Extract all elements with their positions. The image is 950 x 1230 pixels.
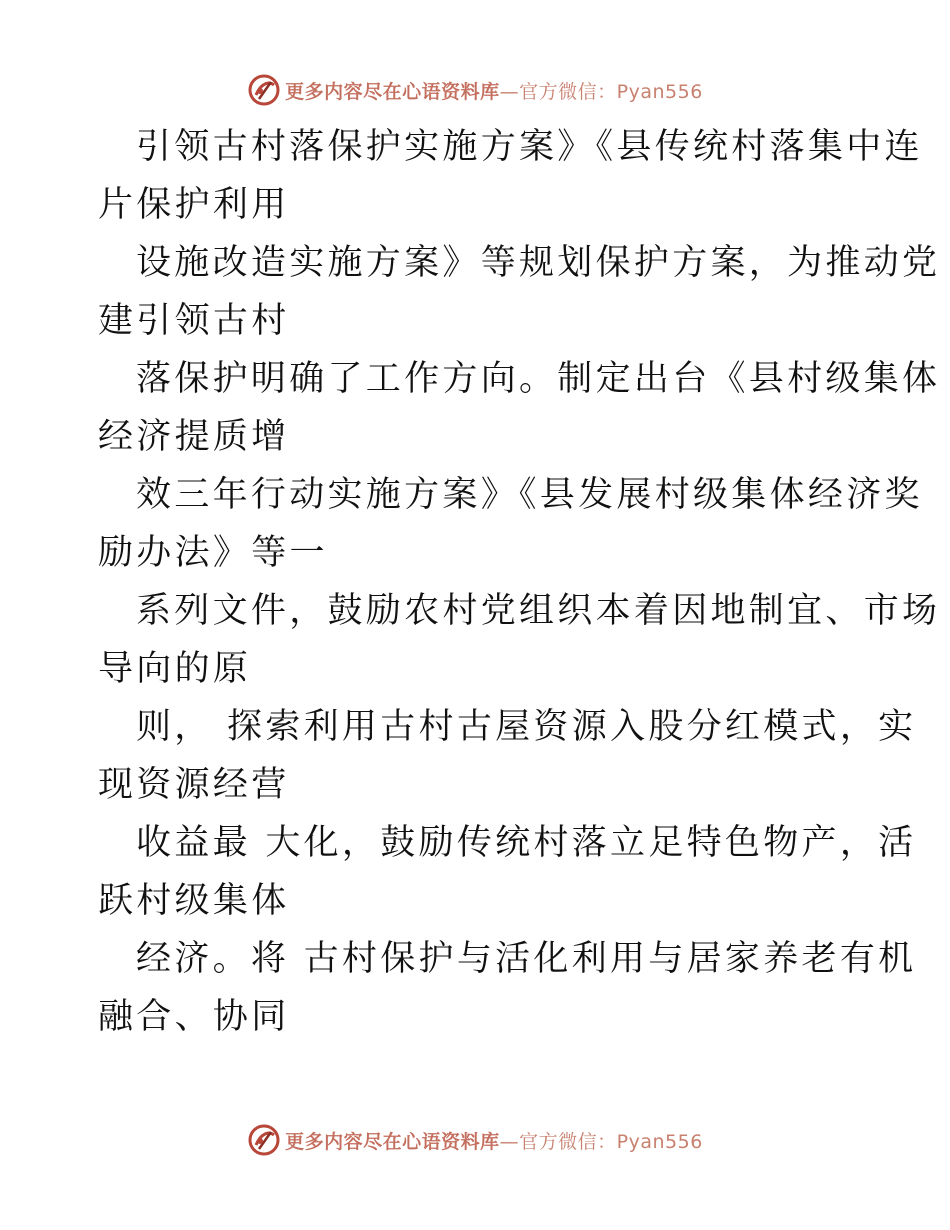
body-line: 落保护明确了工作方向。制定出台《县村级集体 <box>136 359 941 399</box>
footer-site-text: 更多内容尽在心语资料库 <box>285 1130 500 1153</box>
header-banner <box>0 70 950 110</box>
brand-logo-icon <box>247 1123 281 1157</box>
header-dash: — <box>499 80 520 103</box>
body-line: 效三年行动实施方案》《县发展村级集体经济奖 <box>136 475 923 515</box>
body-line: 融合、协同 <box>98 997 290 1037</box>
body-line: 引领古村落保护实施方案》《县传统村落集中连 <box>136 127 923 167</box>
body-line: 则， 探索利用古村古屋资源入股分红模式，实 <box>136 707 917 747</box>
footer-wechat-text: 官方微信：Pyan556 <box>519 1130 703 1153</box>
body-line: 导向的原 <box>98 649 252 689</box>
body-line: 设施改造实施方案》等规划保护方案，为推动党 <box>136 243 941 283</box>
body-line: 收益最 大化，鼓励传统村落立足特色物产，活 <box>136 823 917 863</box>
header-banner-text <box>285 77 703 104</box>
brand-logo-icon <box>247 73 281 107</box>
footer-banner-text <box>285 1127 703 1154</box>
document-body <box>98 118 941 1046</box>
body-line: 跃村级集体 <box>98 881 290 921</box>
body-line: 片保护利用 <box>98 185 290 225</box>
footer-dash: — <box>499 1130 520 1153</box>
body-line: 经济提质增 <box>98 417 290 457</box>
body-line: 建引领古村 <box>98 301 290 341</box>
body-line: 现资源经营 <box>98 765 290 805</box>
body-line: 系列文件，鼓励农村党组织本着因地制宜、市场 <box>136 591 941 631</box>
header-wechat-text: 官方微信：Pyan556 <box>519 80 703 103</box>
header-site-text: 更多内容尽在心语资料库 <box>285 80 500 103</box>
body-line: 经济。将 古村保护与活化利用与居家养老有机 <box>136 939 917 979</box>
body-line: 励办法》等一 <box>98 533 328 573</box>
footer-banner <box>0 1120 950 1160</box>
